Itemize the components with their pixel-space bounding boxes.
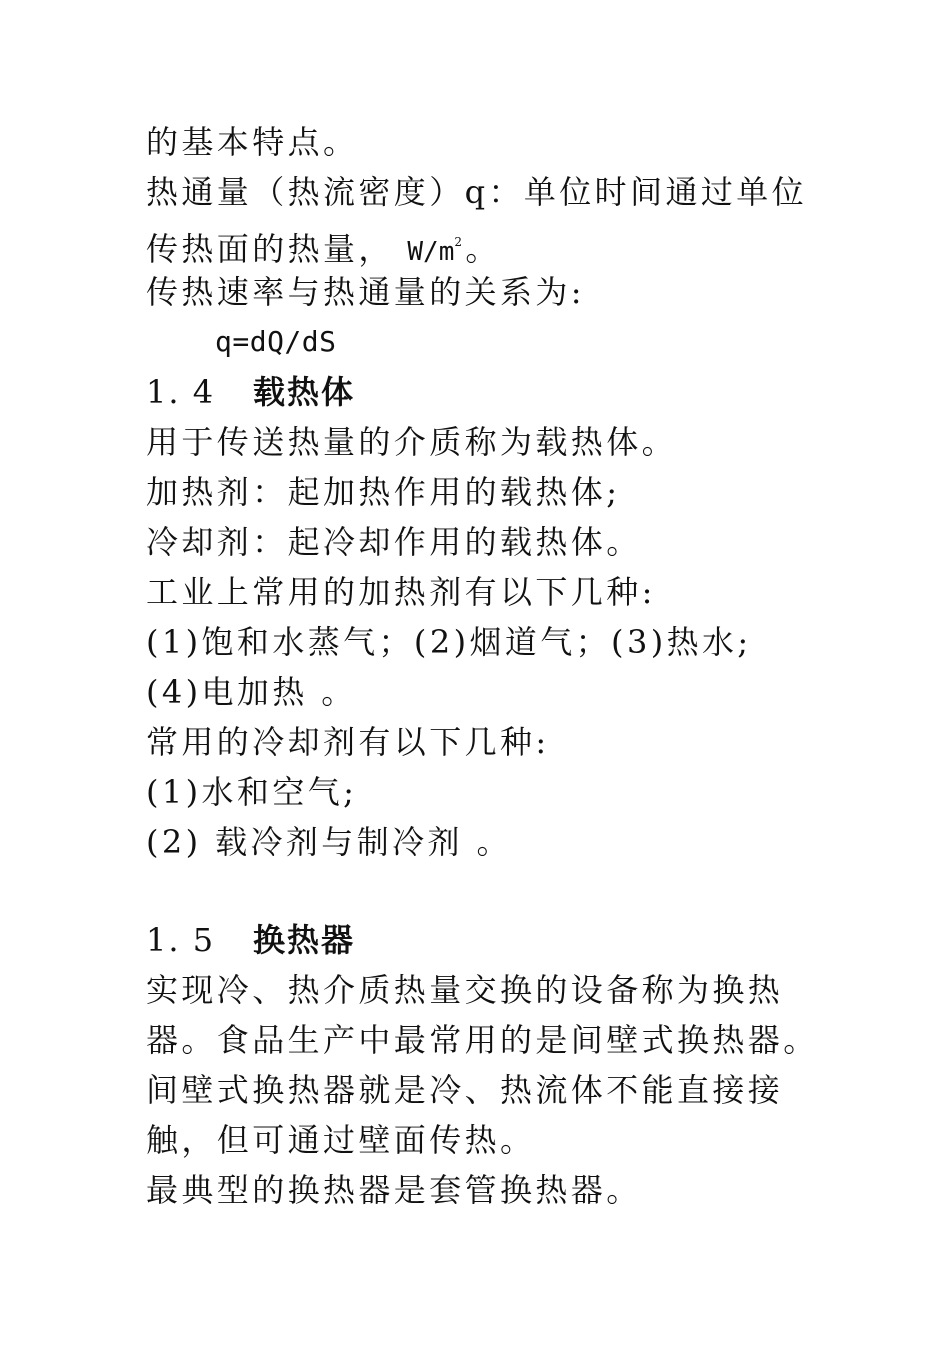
text-line: 间壁式换热器就是冷、热流体不能直接接 (146, 1071, 784, 1109)
unit-exponent: 2 (454, 235, 466, 249)
text-line: 常用的冷却剂有以下几种: (146, 723, 550, 761)
text-line: 器。食品生产中最常用的是间壁式换热器。 (146, 1021, 819, 1059)
list-line: (4)电加热 。 (146, 673, 357, 711)
text-line: 加热剂：起加热作用的载热体; (146, 473, 621, 511)
section-heading (146, 372, 355, 412)
section-number: 1. 4 (146, 373, 216, 411)
text-line: 传热速率与热通量的关系为: (146, 273, 585, 311)
list-line: (1)饱和水蒸气；(2)烟道气；(3)热水; (146, 623, 752, 661)
text-line: 用于传送热量的介质称为载热体。 (146, 423, 678, 461)
text-fragment: 。 (465, 230, 501, 268)
text-line: 冷却剂：起冷却作用的载热体。 (146, 523, 642, 561)
heat-flux-definition: 热通量（热流密度）q：单位时间通过单位 (146, 173, 808, 211)
section-heading (146, 920, 355, 960)
list-line: (2) 载冷剂与制冷剂 。 (146, 823, 512, 861)
formula: q=dQ/dS (215, 325, 337, 358)
section-number: 1. 5 (146, 921, 216, 959)
text-line: 工业上常用的加热剂有以下几种: (146, 573, 656, 611)
text-line: 的基本特点。 (146, 123, 359, 161)
section-title: 载热体 (253, 373, 356, 411)
text-fragment: 传热面的热量， (146, 230, 394, 268)
unit-label: W/m (407, 237, 455, 267)
section-title: 换热器 (253, 921, 356, 959)
text-line: 实现冷、热介质热量交换的设备称为换热 (146, 971, 784, 1009)
list-line: (1)水和空气; (146, 773, 358, 811)
text-line: 触，但可通过壁面传热。 (146, 1121, 536, 1159)
text-line: 最典型的换热器是套管换热器。 (146, 1171, 642, 1209)
text-line (146, 222, 501, 272)
